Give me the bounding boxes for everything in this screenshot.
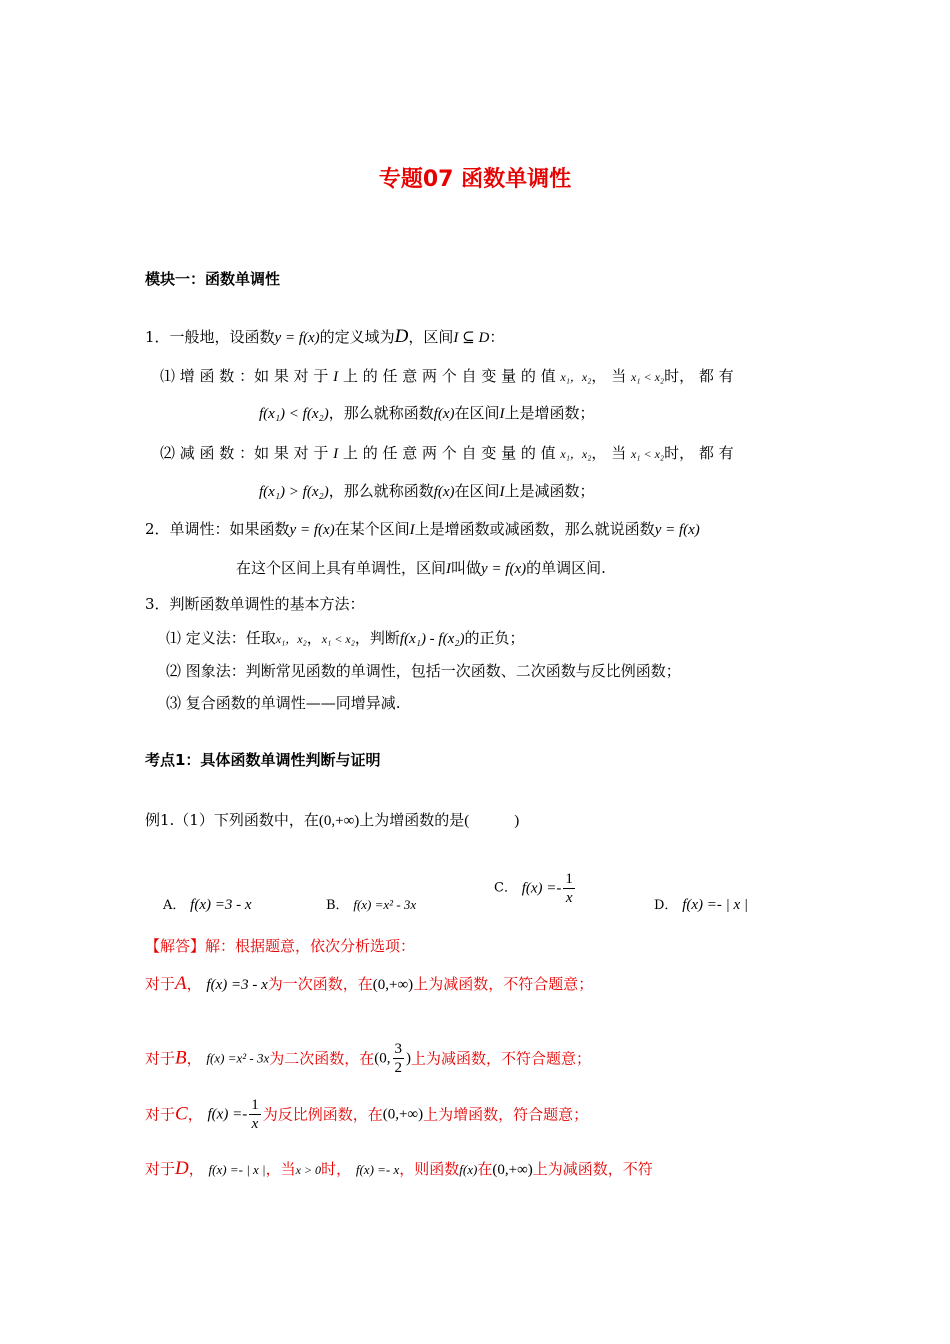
definition-1-intro: 1．一般地，设函数y = f(x)的定义域为D，区间I ⊆ D： (145, 326, 505, 347)
example-question: 例1.（1）下列函数中，在(0,+∞)上为增函数的是( ) (145, 811, 520, 829)
monotonicity-definition: 2．单调性：如果函数y = f(x)在某个区间I上是增函数或减函数，那么就说函数y = f(x) (145, 520, 700, 538)
method-graph: ⑵ 图象法：判断常见函数的单调性，包括一次函数、二次函数与反比例函数； (166, 662, 681, 680)
option-c: C． f(x) =- $\frac{1}{x}$ (494, 871, 573, 906)
methods-heading: 3．判断函数单调性的基本方法： (145, 595, 365, 613)
decreasing-function-conclusion: f(x₁) > f(x₂)，那么就称函数f(x)在区间I上是减函数； (259, 482, 595, 500)
increasing-function-definition: ⑴ 增 函 数 ：如 果 对 于 I 上 的 任 意 两 个 自 变 量 的 值 x₁，x₂， 当 x₁ < x₂时， 都 有 (160, 367, 734, 385)
answer-c-fraction: $\frac{1}{x}$ (251, 1097, 259, 1132)
answer-heading: 【解答】解：根据题意，依次分析选项： (145, 937, 416, 955)
decreasing-function-definition: ⑵ 减 函 数 ：如 果 对 于 I 上 的 任 意 两 个 自 变 量 的 值 x₁，x₂， 当 x₁ < x₂时， 都 有 (160, 444, 734, 462)
option-a: A． f(x) =3 - x (163, 897, 252, 913)
method-definition: ⑴ 定义法：任取x₁，x₂，x₁ < x₂，判断f(x₁) - f(x₂)的正负； (166, 629, 525, 647)
page-title: 专题07 函数单调性 (378, 167, 572, 192)
kaodian-heading: 考点1：具体函数单调性判断与证明 (145, 751, 381, 769)
answer-c: 对于C， f(x) =- $\frac{1}{x}$ 为反比例函数，在(0,+∞)上为增函数，符合题意； (145, 1097, 589, 1132)
option-d: D． f(x) =- | x | (654, 897, 749, 913)
answer-b: 对于B， f(x) =x² - 3x为二次函数，在(0, $\frac{3}{2}$ )上为减函数，不符合题意； (145, 1041, 592, 1076)
option-c-fraction: $\frac{1}{x}$ (565, 871, 573, 906)
answer-a: 对于A， f(x) =3 - x为一次函数，在(0,+∞)上为减函数，不符合题意； (145, 973, 594, 994)
option-b: B． f(x) =x² - 3x (326, 897, 417, 913)
answer-d: 对于D， f(x) =- | x |，当x > 0时， f(x) =- x，则函数f(x)在(0,+∞)上为减函数，不符 (145, 1158, 653, 1179)
answer-b-fraction: $\frac{3}{2}$ (394, 1041, 403, 1076)
method-composite: ⑶ 复合函数的单调性——同增异减. (166, 694, 401, 712)
monotonicity-definition-cont: 在这个区间上具有单调性，区间I叫做y = f(x)的单调区间. (236, 559, 606, 577)
module-heading: 模块一：函数单调性 (145, 270, 281, 288)
increasing-function-conclusion: f(x₁) < f(x₂)，那么就称函数f(x)在区间I上是增函数； (259, 404, 595, 422)
